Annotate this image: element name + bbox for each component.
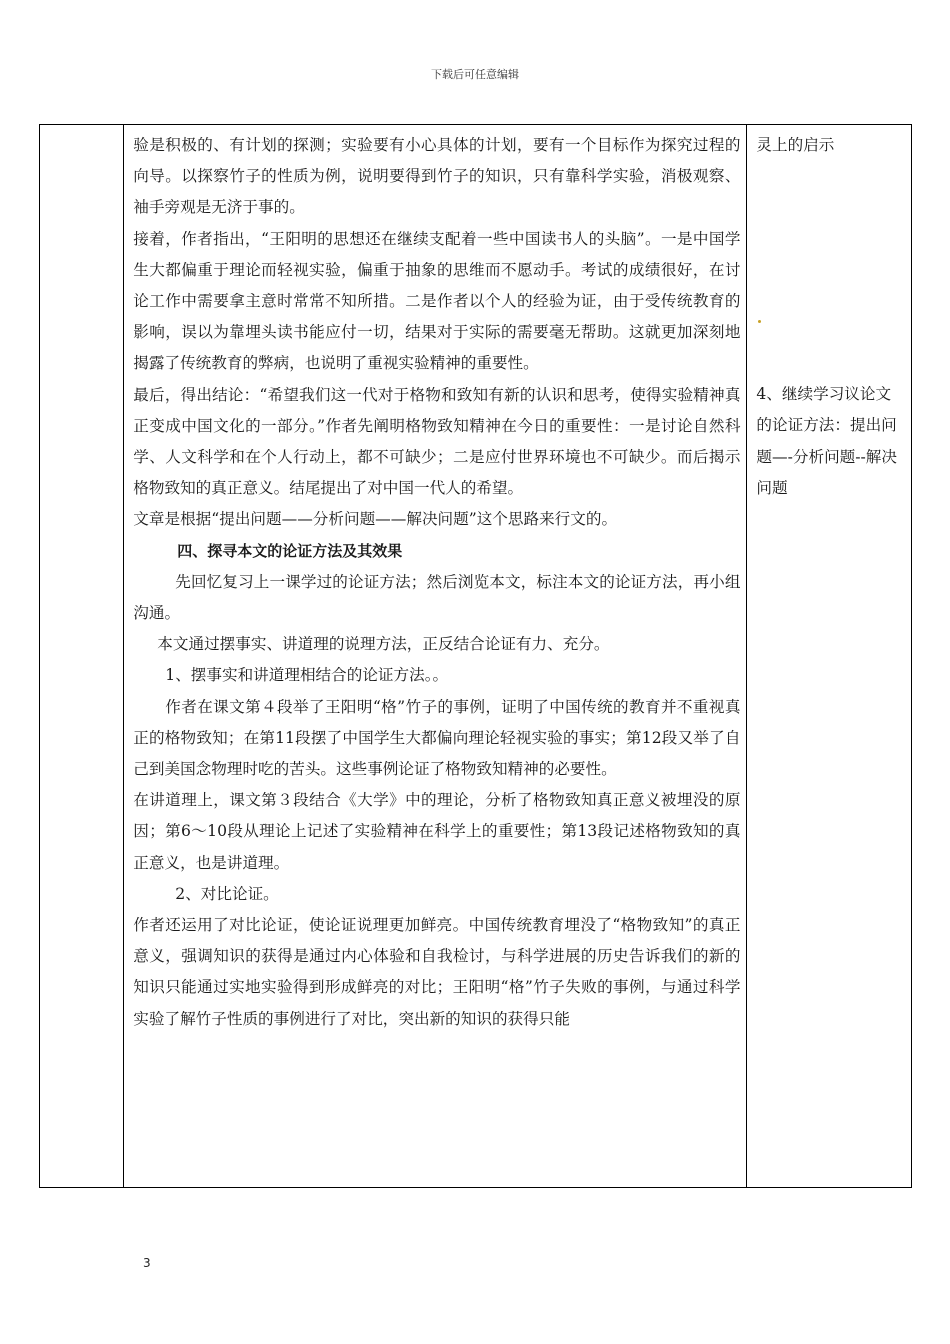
dot-mark xyxy=(758,320,761,323)
paragraph: 先回忆复习上一课学过的论证方法；然后浏览本文，标注本文的论证方法，再小组沟通。 xyxy=(133,572,741,623)
paragraph: 验是积极的、有计划的探测；实验要有小心具体的计划，要有一个目标作为探究过程的向导。以探察竹子的性质为例，说明要得到竹子的知识，只有靠科学实验，消极观察、袖手旁观是无济于事的。 xyxy=(133,136,741,217)
paragraph: 接着，作者指出，“王阳明的思想还在继续支配着一些中国读书人的头脑”。一是中国学生大都偏重于理论而轻视实验，偏重于抽象的思维而不愿动手。考试的成绩很好，在讨论工作中需要拿主意时常常不知所措。二是作者以个人的经验为证，由于受传统教育的影响，误以为靠埋头读书能应付一切，结果对于实际的需要毫无帮助。这就更加深刻地揭露了传统教育的弊病，也说明了重视实验精神的重要性。 xyxy=(133,229,741,373)
point-title: 2、对比论证。 xyxy=(175,884,279,903)
lesson-table xyxy=(39,124,912,1188)
main-text xyxy=(124,125,746,1035)
spacer xyxy=(756,161,905,379)
side-note: 4、继续学习议论文的论证方法：提出问题—-分析问题--解决问题 xyxy=(756,385,897,497)
side-notes xyxy=(747,125,911,504)
header-note: 下载后可任意编辑 xyxy=(431,68,519,81)
point-title: 1、摆事实和讲道理相结合的论证方法。。 xyxy=(165,666,449,685)
paragraph: 最后，得出结论：“希望我们这一代对于格物和致知有新的认识和思考，使得实验精神真正变成中国文化的一部分。”作者先阐明格物致知精神在今日的重要性：一是讨论自然科学、人文科学和在个人行动上，都不可缺少；二是应付世界环境也不可缺少。而后揭示格物致知的真正意义。结尾提出了对中国一代人的希望。 xyxy=(133,385,741,498)
paragraph: 作者还运用了对比论证，使论证说理更加鲜亮。中国传统教育埋没了“格物致知”的真正意义，强调知识的获得是通过内心体验和自我检讨，与科学进展的历史告诉我们的新的知识只能通过实地实验得到形成鲜亮的对比；王阳明“格”竹子失败的事例，与通过科学实验了解竹子性质的事例进行了对比，突出新的知识的获得只能 xyxy=(133,916,741,1028)
paragraph: 在讲道理上，课文第３段结合《大学》中的理论，分析了格物致知真正意义被埋没的原因；第6～10段从理论上记述了实验精神在科学上的重要性；第13段记述格物致知的真正意义，也是讲道理。 xyxy=(133,791,741,872)
paragraph: 本文通过摆事实、讲道理的说理方法，正反结合论证有力、充分。 xyxy=(157,635,610,654)
section-heading: 四、探寻本文的论证方法及其效果 xyxy=(177,541,403,560)
table-row xyxy=(40,125,912,1188)
paragraph: 作者在课文第４段举了王阳明“格”竹子的事例，证明了中国传统的教育并不重视真正的格物致知；在第11段摆了中国学生大都偏向理论轻视实验的事实；第12段又举了自己到美国念物理时吃的苦头。这些事例论证了格物致知精神的必要性。 xyxy=(133,697,741,779)
left-column-cell xyxy=(40,125,124,1188)
page-number: 3 xyxy=(143,1256,151,1270)
main-column-cell xyxy=(124,125,747,1188)
paragraph: 文章是根据“提出问题——分析问题——解决问题”这个思路来行文的。 xyxy=(133,510,618,529)
side-note: 灵上的启示 xyxy=(756,136,835,154)
right-column-cell xyxy=(747,125,912,1188)
